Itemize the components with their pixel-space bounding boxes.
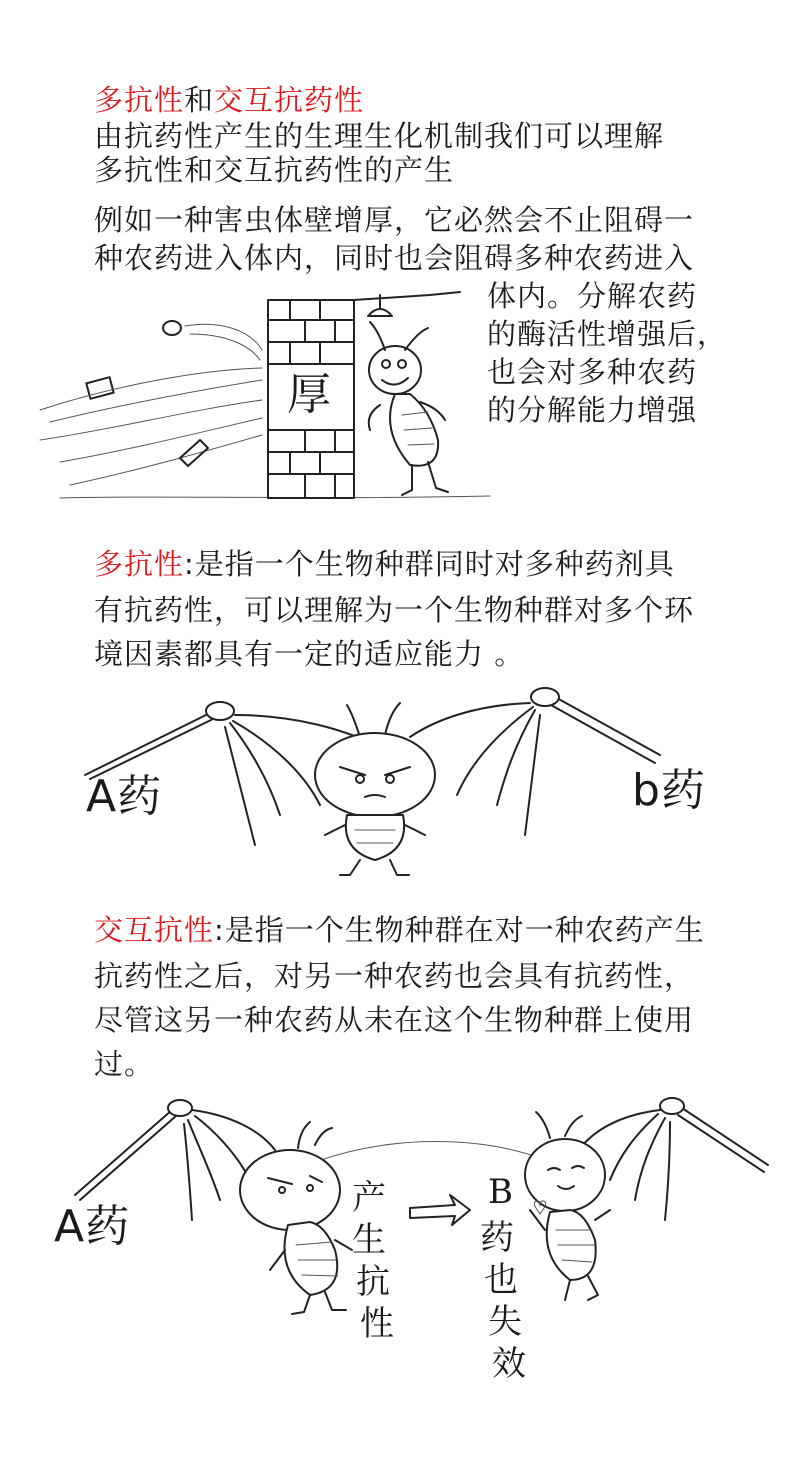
section3-line1 <box>94 912 705 949</box>
thick-wall-illustration <box>40 290 510 520</box>
resistant-bug-icon <box>240 1122 352 1314</box>
sprayer-b-icon <box>682 1108 768 1165</box>
section3-line4: 过。 <box>94 1047 155 1081</box>
capsule-icon <box>180 440 208 466</box>
term-cross-resistance: 交互抗性 <box>94 913 215 947</box>
section2-def-start: :是指一个生物种群同时对多种药剂具 <box>184 547 675 581</box>
hand-note-resistance-2: 抗 <box>356 1262 391 1302</box>
section2-line1 <box>94 546 675 583</box>
two-sprays-illustration <box>85 675 725 885</box>
title-cross-resistance: 交互抗药性 <box>214 83 365 117</box>
happy-bug-icon <box>525 1112 610 1300</box>
section3-line2: 抗药性之后，对另一种农药也会具有抗药性， <box>94 959 695 993</box>
title-and: 和 <box>184 83 215 117</box>
hand-note-resistance-1: 生 <box>352 1220 387 1260</box>
sprayer-a-icon <box>85 713 210 775</box>
hand-note-resistance-3: 性 <box>360 1304 395 1344</box>
label-pesticide-a: A药 <box>86 771 163 822</box>
section1-para5: 也会对多种农药 <box>487 355 698 389</box>
hand-note-b: B <box>488 1172 514 1212</box>
bug-icon <box>369 322 448 495</box>
wall-label-thick: 厚 <box>287 369 332 420</box>
section1-para6: 的分解能力增强 <box>487 393 698 427</box>
hand-note-ineffective-1: 也 <box>484 1260 519 1300</box>
section1-line1: 由抗药性产生的生理生化机制我们可以理解 <box>94 119 665 153</box>
section2-line3: 境因素都具有一定的适应能力 。 <box>94 637 525 671</box>
sprayer-b-icon <box>555 697 660 755</box>
title-multi-resistance: 多抗性 <box>94 83 185 117</box>
sprayer-a-icon <box>75 1110 172 1195</box>
cross-resistance-illustration <box>60 1090 780 1350</box>
hand-note-resistance-0: 产 <box>352 1178 387 1218</box>
label-pesticide-b: b药 <box>632 765 706 816</box>
pellet-icon <box>163 321 181 335</box>
hand-note-ineffective-3: 效 <box>492 1344 527 1384</box>
section2-line2: 有抗药性，可以理解为一个生物种群对多个环 <box>94 593 695 627</box>
section1-para4: 的酶活性增强后， <box>487 317 728 351</box>
section1-para2: 种农药进入体内，同时也会阻碍多种农药进入 <box>94 241 695 275</box>
section3-line3: 尽管这另一种农药从未在这个生物种群上使用 <box>94 1003 695 1037</box>
section1-para3: 体内。分解农药 <box>487 279 698 313</box>
hand-note-ineffective-2: 失 <box>488 1302 523 1342</box>
term-multi-resistance: 多抗性 <box>94 547 185 581</box>
label-pesticide-a-cross: A药 <box>54 1201 131 1252</box>
section1-title <box>94 82 364 119</box>
section1-line2: 多抗性和交互抗药性的产生 <box>94 153 455 187</box>
arrow-right-icon <box>410 1195 470 1225</box>
hand-note-ineffective-0: 药 <box>480 1218 515 1258</box>
section1-para1: 例如一种害虫体壁增厚，它必然会不止阻碍一 <box>94 203 695 237</box>
section3-def-start: :是指一个生物种群在对一种农药产生 <box>214 913 705 947</box>
